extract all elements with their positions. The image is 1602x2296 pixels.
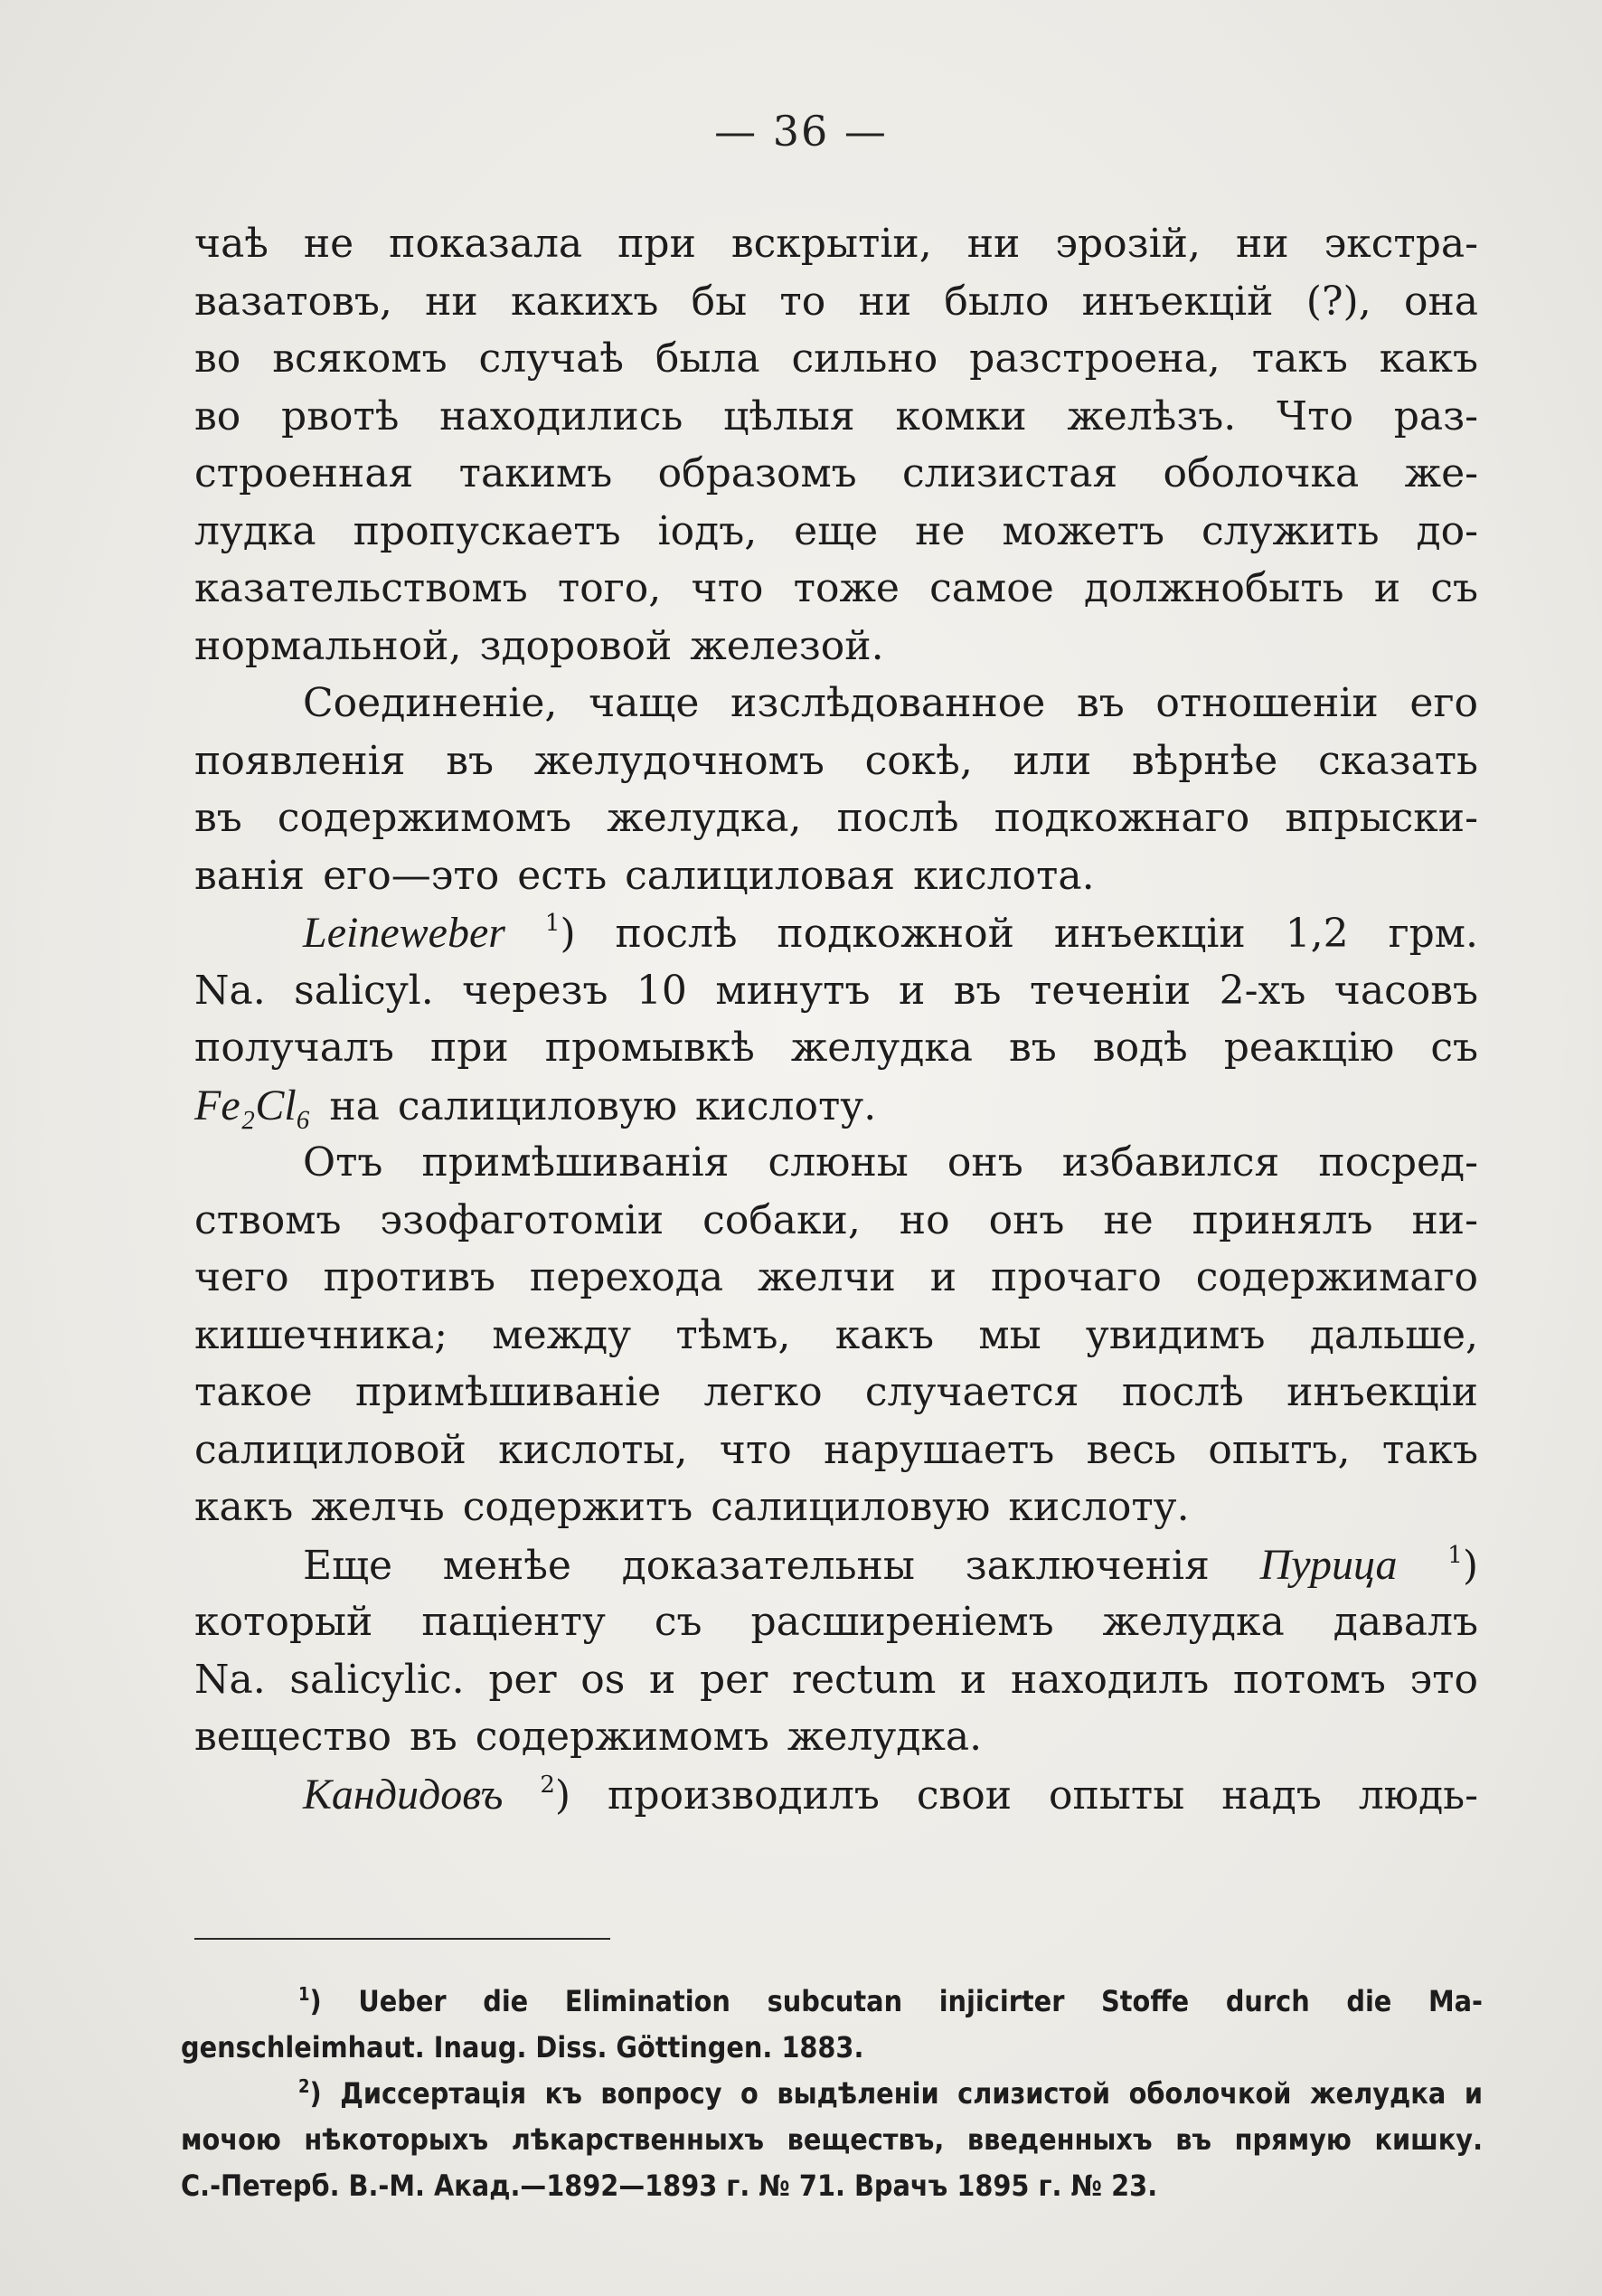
text-fragment: ) производилъ свои опыты надъ людь- <box>554 1772 1478 1819</box>
footnote-ref: 2 <box>540 1771 555 1799</box>
author-name: Пурица <box>1259 1540 1398 1589</box>
text-fragment: Еще менѣе доказательны заключенія <box>303 1542 1260 1589</box>
chemical-formula: Fe₂Cl₆ <box>194 1081 312 1129</box>
text-line: Соединеніе, чаще изслѣдованное въ отношеніи его <box>303 680 1478 726</box>
footnote-mark: 1 <box>298 1983 310 2005</box>
footnote-ref: 1 <box>1447 1541 1463 1569</box>
text-line: появленія въ желудочномъ сокѣ, или вѣрнѣе сказать <box>194 737 1478 784</box>
text-line: вещество въ содержимомъ желудка. <box>194 1714 983 1760</box>
text-line: Отъ примѣшиванія слюны онъ избавился посред- <box>303 1139 1478 1186</box>
text-line: лудка пропускаетъ іодъ, еще не можетъ служить до- <box>194 507 1478 554</box>
footnotes <box>181 1979 1483 2209</box>
footnote-line: С.-Петерб. В.-М. Акад.—1892—1893 г. № 71. Врачъ 1895 г. № 23. <box>181 2168 1158 2203</box>
author-name: Leineweber <box>303 909 505 957</box>
text-line: получалъ при промывкѣ желудка въ водѣ реакцію съ <box>194 1025 1478 1071</box>
footnote-line: genschleimhaut. Inaug. Diss. Göttingen. 1883. <box>181 2030 864 2065</box>
text-fragment: на салициловую кислоту. <box>311 1082 877 1129</box>
text-line: во всякомъ случаѣ была сильно разстроена, такъ какъ <box>194 335 1478 382</box>
text-line: который паціенту съ расширеніемъ желудка давалъ <box>194 1599 1478 1645</box>
text-line: салициловой кислоты, что нарушаетъ весь опытъ, такъ <box>194 1426 1478 1473</box>
text-line: Na. salicyl. черезъ 10 минутъ и въ теченіи 2-хъ часовъ <box>194 967 1478 1014</box>
text-line <box>194 1077 1478 1135</box>
page-number: — 36 — <box>714 107 888 156</box>
footnote-text: ) Ueber die Elimination subcutan injicirter Stoffe durch die Ma- <box>309 1984 1483 2018</box>
text-line: ванія его—это есть салициловая кислота. <box>194 852 1095 899</box>
text-fragment: ) послѣ подкожной инъекціи 1,2 грм. <box>560 911 1478 957</box>
text-line: казательствомъ того, что тоже самое должнобыть и съ <box>194 565 1478 611</box>
text-line: Na. salicylic. per os и per rectum и находилъ потомъ это <box>194 1656 1478 1703</box>
text-line: чаѣ не показала при вскрытіи, ни эрозій, ни экстра- <box>194 221 1478 267</box>
footnote-text: ) Диссертація къ вопросу о выдѣленіи слизистой оболочкой желудка и <box>309 2076 1483 2111</box>
footnote-mark: 2 <box>298 2075 310 2097</box>
text-line: такое примѣшиваніе легко случается послѣ инъекціи <box>194 1369 1478 1415</box>
text-line: въ содержимомъ желудка, послѣ подкожнаго впрыски- <box>194 795 1478 841</box>
text-line: кишечника; между тѣмъ, какъ мы увидимъ дальше, <box>194 1311 1478 1358</box>
text-fragment: ) <box>1462 1542 1478 1589</box>
text-line <box>194 1766 1478 1824</box>
text-line <box>194 904 1478 962</box>
text-line: ствомъ эзофаготоміи собаки, но онъ не принялъ ни- <box>194 1196 1478 1243</box>
footnote-line <box>181 1979 1483 2025</box>
text-line: во рвотѣ находились цѣлыя комки желѣзъ. Что раз- <box>194 392 1478 439</box>
text-line <box>194 1536 1478 1594</box>
author-name: Кандидовъ <box>303 1770 504 1819</box>
text-line: чего противъ перехода желчи и прочаго содержимаго <box>194 1254 1478 1300</box>
footnote-separator <box>194 1938 610 1940</box>
footnote-line <box>181 2071 1483 2117</box>
footnote-ref: 1 <box>544 910 561 937</box>
text-line: какъ желчь содержитъ салициловую кислоту. <box>194 1484 1190 1530</box>
main-text <box>194 215 1478 1823</box>
text-line: вазатовъ, ни какихъ бы то ни было инъекцій (?), она <box>194 278 1478 325</box>
text-line: строенная такимъ образомъ слизистая оболочка же- <box>194 450 1478 496</box>
text-line: нормальной, здоровой железой. <box>194 622 884 669</box>
footnote-line: мочою нѣкоторыхъ лѣкарственныхъ веществъ, введенныхъ въ прямую кишку. <box>181 2122 1483 2157</box>
